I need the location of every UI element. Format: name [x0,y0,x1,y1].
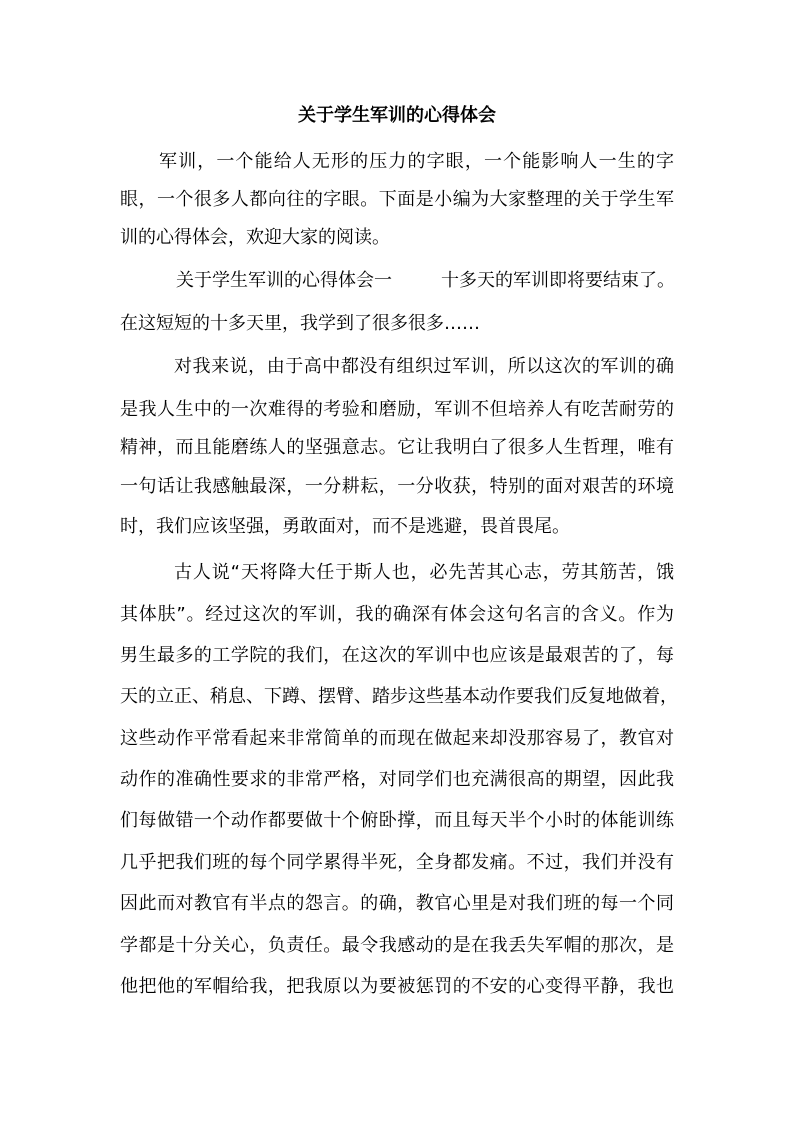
para2-line-2: 其体肤”。经过这次的军训，我的确深有体会这句名言的含义。作为 [120,604,674,625]
para1-line-5: 时，我们应该坚强，勇敢面对，而不是逃避，畏首畏尾。 [120,516,570,537]
para1-line-2: 是我人生中的一次难得的考验和磨励，军训不但培养人有吃苦耐劳的 [120,399,674,420]
para1-line-3: 精神，而且能磨练人的坚强意志。它让我明白了很多人生哲理，唯有 [120,437,674,458]
para2-line-11: 他把他的军帽给我，把我原以为要被惩罚的不安的心变得平静，我也 [120,976,674,997]
para2-line-4: 天的立正、稍息、下蹲、摆臂、踏步这些基本动作要我们反复地做着， [120,686,678,707]
intro-line-1: 军训，一个能给人无形的压力的字眼，一个能影响人一生的字 [159,151,674,172]
para2-line-6: 动作的准确性要求的非常严格，对同学们也充满很高的期望，因此我 [120,769,674,790]
para2-line-1: 古人说“天将降大任于斯人也，必先苦其心志，劳其筋苦，饿 [174,562,674,583]
para1-line-1: 对我来说，由于高中都没有组织过军训，所以这次的军训的确 [174,356,674,377]
para2-line-3: 男生最多的工学院的我们，在这次的军训中也应该是最艰苦的了，每 [120,645,674,666]
document-title: 关于学生军训的心得体会 [298,105,496,126]
intro-line-3: 训的心得体会，欢迎大家的阅读。 [120,227,390,248]
para2-line-9: 因此而对教官有半点的怨言。的确，教官心里是对我们班的每一个同 [120,893,674,914]
para2-line-7: 们每做错一个动作都要做十个俯卧撑，而且每天半个小时的体能训练 [120,810,674,831]
section-opening: 十多天的军训即将要结束了。 [441,270,675,291]
section-line-2: 在这短短的十多天里，我学到了很多很多…… [120,313,480,334]
section-heading: 关于学生军训的心得体会一 [176,270,392,291]
para2-line-5: 这些动作平常看起来非常简单的而现在做起来却没那容易了，教官对 [120,728,674,749]
para2-line-8: 几乎把我们班的每个同学累得半死，全身都发痛。不过，我们并没有 [120,852,674,873]
para2-line-10: 学都是十分关心，负责任。最令我感动的是在我丢失军帽的那次，是 [120,935,674,956]
intro-line-2: 眼，一个很多人都向往的字眼。下面是小编为大家整理的关于学生军 [120,189,674,210]
para1-line-4: 一句话让我感触最深，一分耕耘，一分收获，特别的面对艰苦的环境 [120,476,674,497]
